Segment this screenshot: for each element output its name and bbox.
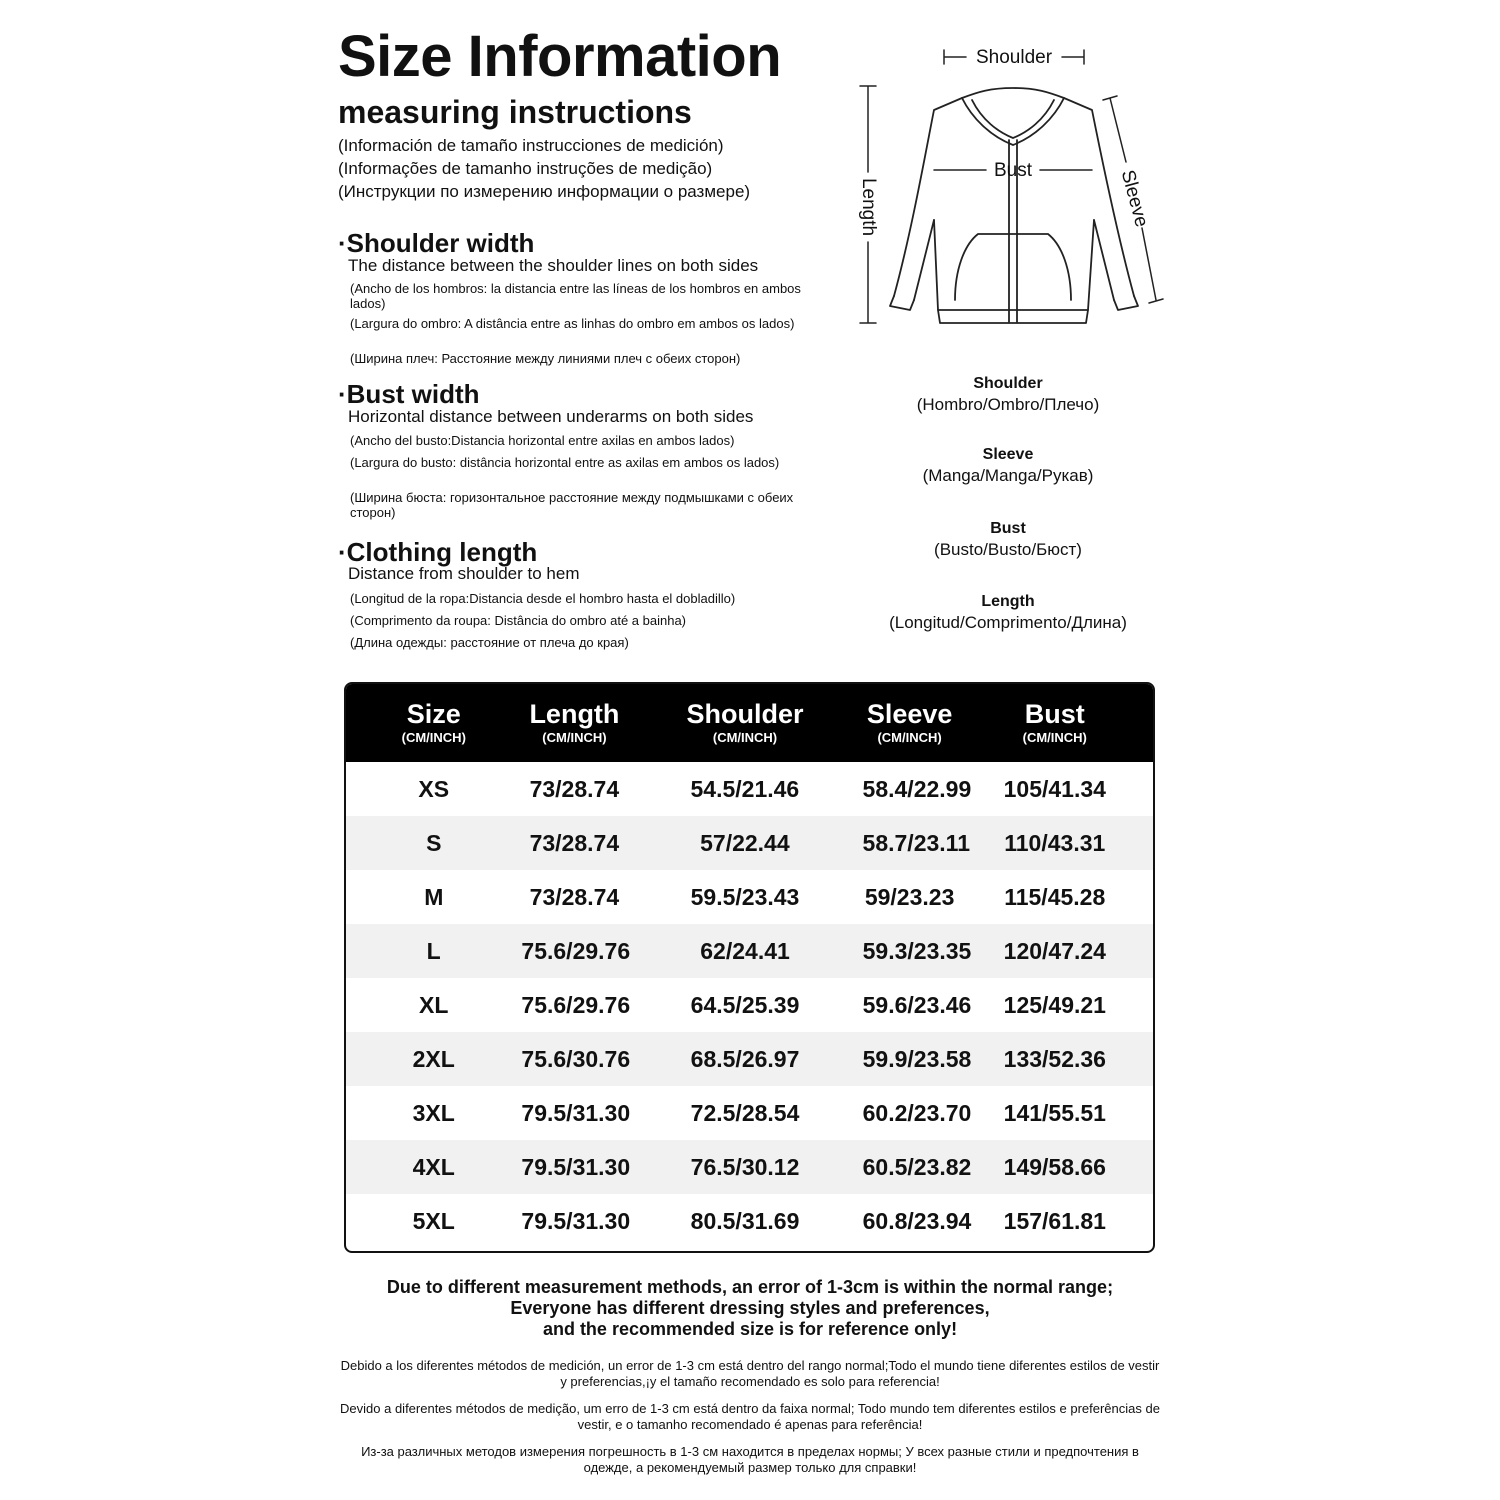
legend-translation: (Longitud/Comprimento/Длина) [889, 613, 1127, 632]
disclaimer-line: and the recommended size is for reference only! [542, 1319, 958, 1339]
measurement-cell: 59.9/23.58 [862, 1045, 972, 1072]
measurement-cell: 62/24.41 [700, 937, 790, 964]
page-title: Size Information [338, 24, 782, 89]
size-cell: 2XL [412, 1045, 455, 1072]
measurement-cell: 58.7/23.11 [862, 829, 970, 856]
table-row [346, 1032, 1153, 1086]
measurement-cell: 59.6/23.46 [862, 991, 972, 1018]
legend-translation: (Hombro/Ombro/Плечо) [916, 395, 1100, 414]
table-row [346, 1086, 1153, 1140]
table-row [346, 978, 1153, 1032]
section-title-shoulder: ·Shoulder width [338, 228, 535, 258]
measurement-cell: 75.6/30.76 [521, 1045, 631, 1072]
size-cell: XL [419, 991, 449, 1018]
column-header-sleeve [863, 684, 957, 762]
size-cell: 5XL [412, 1207, 455, 1234]
column-header-length [522, 684, 628, 762]
measurement-cell: 79.5/31.30 [521, 1153, 631, 1180]
measurement-cell: 57/22.44 [700, 829, 790, 856]
section-note: (Ширина плеч: Расстояние между линиями плеч с обеих сторон) [350, 351, 741, 366]
table-body [346, 762, 1153, 1248]
measurement-cell: 105/41.34 [1003, 775, 1106, 802]
measurement-cell: 141/55.51 [1003, 1099, 1106, 1126]
measurement-cell: 75.6/29.76 [521, 991, 631, 1018]
column-header-unit: (CM/INCH) [877, 730, 942, 745]
legend-translation: (Manga/Manga/Рукав) [922, 466, 1094, 485]
table-row [346, 1140, 1153, 1194]
size-table [344, 682, 1155, 1253]
column-header-unit: (CM/INCH) [542, 730, 607, 745]
size-cell: L [426, 937, 441, 964]
measurement-cell: 60.5/23.82 [862, 1153, 972, 1180]
measurement-cell: 110/43.31 [1004, 829, 1106, 856]
section-title-length: ·Clothing length [338, 537, 538, 567]
jacket-diagram [850, 40, 1180, 340]
measurement-cell: 157/61.81 [1003, 1207, 1106, 1234]
measurement-cell: 149/58.66 [1003, 1153, 1106, 1180]
diagram-label-bust: Bust [993, 160, 1033, 181]
legend-name: Bust [990, 520, 1026, 537]
measurement-cell: 73/28.74 [529, 883, 620, 910]
measurement-cell: 125/49.21 [1003, 991, 1106, 1018]
column-header-label: Sleeve [866, 699, 953, 729]
column-header-label: Bust [1024, 699, 1085, 729]
section-note: (Ancho del busto:Distancia horizontal entre axilas en ambos lados) [350, 433, 735, 448]
diagram-label-length: Length [858, 177, 879, 237]
table-row [346, 762, 1153, 816]
measurement-cell: 73/28.74 [529, 775, 620, 802]
section-note: (Largura do busto: distância horizontal entre as axilas em ambos os lados) [350, 455, 780, 470]
measurement-cell: 68.5/26.97 [690, 1045, 800, 1072]
legend-item-shoulder [860, 374, 1156, 416]
legend-item-bust [860, 519, 1156, 561]
footnote-es: Debido a los diferentes métodos de medición, un error de 1-3 cm está dentro del rango normal;Todo el mundo tiene diferentes estilos de vestir y preferencias,¡y el tamaño recomendado es solo para referencia! [340, 1358, 1160, 1389]
section-desc-bust: Horizontal distance between underarms on both sides [348, 407, 754, 426]
legend-item-sleeve [860, 445, 1156, 487]
table-header [346, 684, 1153, 762]
legend-translation: (Busto/Busto/Бюст) [934, 540, 1082, 559]
page-subtitle: measuring instructions [338, 94, 692, 130]
measurement-cell: 120/47.24 [1003, 937, 1106, 964]
diagram-label-sleeve: Sleeve [1116, 167, 1152, 230]
size-cell: XS [418, 775, 450, 802]
section-note: (Ancho de los hombros: la distancia entre las líneas de los hombros en ambos lados) [350, 281, 801, 311]
disclaimer-text [320, 1277, 1180, 1340]
legend-item-length [860, 592, 1156, 634]
disclaimer-line: Due to different measurement methods, an error of 1-3cm is within the normal range; [386, 1277, 1114, 1297]
column-header-label: Shoulder [686, 699, 804, 729]
column-header-size [346, 684, 522, 762]
size-cell: 4XL [412, 1153, 455, 1180]
column-header-unit: (CM/INCH) [712, 730, 778, 745]
footnote-pt: Devido a diferentes métodos de medição, um erro de 1-3 cm está dentro da faixa normal; Todo mundo tem diferentes estilos e preferências de vestir, e o tamanho recomendado é apenas para referência! [340, 1401, 1160, 1432]
size-cell: 3XL [412, 1099, 455, 1126]
jacket-outline-icon [890, 88, 1138, 323]
measurement-cell: 60.2/23.70 [862, 1099, 972, 1126]
diagram-label-shoulder: Shoulder [975, 47, 1053, 68]
measurement-cell: 59/23.23 [864, 883, 955, 910]
subtitle-translation-pt: (Informações de tamanho instruções de medição) [338, 159, 713, 178]
section-desc-length: Distance from shoulder to hem [348, 564, 580, 583]
column-header-label: Size [406, 699, 461, 729]
footnote-ru: Из-за различных методов измерения погрешность в 1-3 см находится в пределах нормы; У всех разные стили и предпочтения в одежде, а рекомендуемый размер только для справки! [361, 1444, 1139, 1475]
size-cell: S [426, 829, 442, 856]
disclaimer-line: Everyone has different dressing styles and preferences, [510, 1298, 990, 1318]
subtitle-translation-es: (Información de tamaño instrucciones de medición) [338, 136, 724, 155]
legend-name: Shoulder [973, 375, 1043, 392]
section-note: (Ширина бюста: горизонтальное расстояние между подмышками с обеих сторон) [350, 490, 794, 520]
section-note: (Longitud de la ropa:Distancia desde el hombro hasta el dobladillo) [350, 591, 736, 606]
legend-name: Sleeve [982, 446, 1034, 463]
measurement-cell: 60.8/23.94 [862, 1207, 972, 1234]
section-note: (Длина одежды: расстояние от плеча до края) [350, 635, 629, 650]
measurement-cell: 76.5/30.12 [690, 1153, 800, 1180]
measurement-cell: 59.3/23.35 [862, 937, 972, 964]
legend-name: Length [981, 593, 1035, 610]
table-row [346, 870, 1153, 924]
column-header-bust [956, 684, 1153, 762]
section-title-bust: ·Bust width [338, 379, 480, 409]
column-header-shoulder [627, 684, 862, 762]
section-desc-shoulder: The distance between the shoulder lines on both sides [348, 256, 759, 275]
subtitle-translation-ru: (Инструкции по измерению информации о размере) [338, 182, 751, 201]
column-header-unit: (CM/INCH) [1022, 730, 1087, 745]
measurement-cell: 79.5/31.30 [521, 1207, 631, 1234]
column-header-label: Length [529, 699, 620, 729]
section-note: (Largura do ombro: A distância entre as linhas do ombro em ambos os lados) [350, 316, 795, 331]
measurement-cell: 73/28.74 [529, 829, 620, 856]
measurement-cell: 80.5/31.69 [690, 1207, 800, 1234]
measurement-cell: 54.5/21.46 [690, 775, 800, 802]
table-row [346, 816, 1153, 870]
measurement-cell: 72.5/28.54 [690, 1099, 800, 1126]
measurement-cell: 75.6/29.76 [521, 937, 631, 964]
measurement-cell: 64.5/25.39 [690, 991, 800, 1018]
section-note: (Comprimento da roupa: Distância do ombro até a bainha) [350, 613, 687, 628]
measurement-cell: 79.5/31.30 [521, 1099, 631, 1126]
size-cell: M [424, 883, 444, 910]
column-header-unit: (CM/INCH) [401, 730, 466, 745]
measurement-cell: 59.5/23.43 [690, 883, 800, 910]
table-row [346, 1194, 1153, 1248]
measurement-cell: 133/52.36 [1003, 1045, 1106, 1072]
measurement-cell: 115/45.28 [1004, 883, 1106, 910]
measurement-cell: 58.4/22.99 [862, 775, 972, 802]
table-row [346, 924, 1153, 978]
